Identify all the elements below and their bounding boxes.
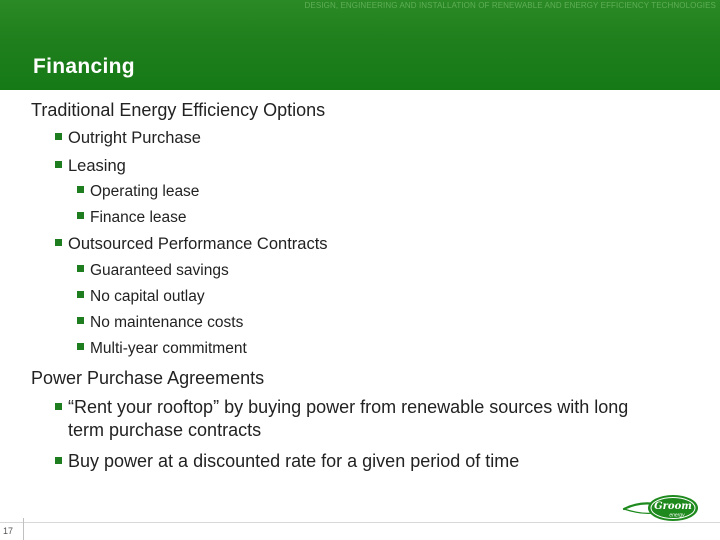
list-item-label: Operating lease — [90, 183, 200, 200]
bullet-icon — [55, 239, 62, 246]
bullet-icon — [55, 161, 62, 168]
list-item-label: Outright Purchase — [68, 129, 201, 147]
list-item-label: Outsourced Performance Contracts — [68, 235, 328, 253]
bullet-icon — [77, 317, 84, 324]
list-item-label: Guaranteed savings — [90, 262, 229, 279]
list-item-label: Finance lease — [90, 209, 187, 226]
bullet-icon — [77, 212, 84, 219]
page-number: 17 — [3, 526, 14, 536]
list-item — [55, 129, 201, 148]
list-item-label: No maintenance costs — [90, 314, 244, 331]
bullet-icon — [77, 343, 84, 350]
list-item — [77, 288, 205, 306]
bullet-icon — [55, 457, 62, 464]
bullet-icon — [77, 291, 84, 298]
company-tagline: DESIGN, ENGINEERING AND INSTALLATION OF RENEWABLE AND ENERGY EFFICIENCY TECHNOLOGIES — [304, 1, 716, 10]
list-item-label: “Rent your rooftop” by buying power from renewable sources with long — [68, 397, 629, 417]
list-item — [77, 340, 247, 358]
bullet-icon — [77, 186, 84, 193]
list-item-label: Multi-year commitment — [90, 340, 247, 357]
list-item — [77, 183, 199, 201]
footer-divider — [0, 522, 720, 523]
list-item — [55, 157, 126, 176]
list-item — [77, 209, 187, 227]
bullet-icon — [55, 133, 62, 140]
section-heading-ppa: Power Purchase Agreements — [31, 368, 265, 388]
list-item-label: No capital outlay — [90, 288, 205, 305]
bullet-icon — [77, 265, 84, 272]
list-item — [55, 451, 519, 472]
list-item-label: Leasing — [68, 157, 126, 175]
logo-wordmark: Groom — [654, 501, 692, 512]
list-item-label: Buy power at a discounted rate for a given period of time — [68, 451, 520, 471]
list-item — [77, 314, 243, 332]
list-item-continuation: term purchase contracts — [68, 420, 262, 440]
groom-energy-logo — [622, 492, 700, 524]
section-heading-traditional: Traditional Energy Efficiency Options — [31, 100, 326, 120]
bullet-icon — [55, 403, 62, 410]
slide-title: Financing — [33, 55, 135, 78]
header-banner — [0, 0, 720, 90]
list-item — [55, 235, 328, 254]
list-item — [55, 397, 628, 418]
list-item — [77, 262, 229, 280]
logo-subtext: energy — [669, 512, 685, 519]
footer-vertical-divider — [23, 518, 24, 540]
